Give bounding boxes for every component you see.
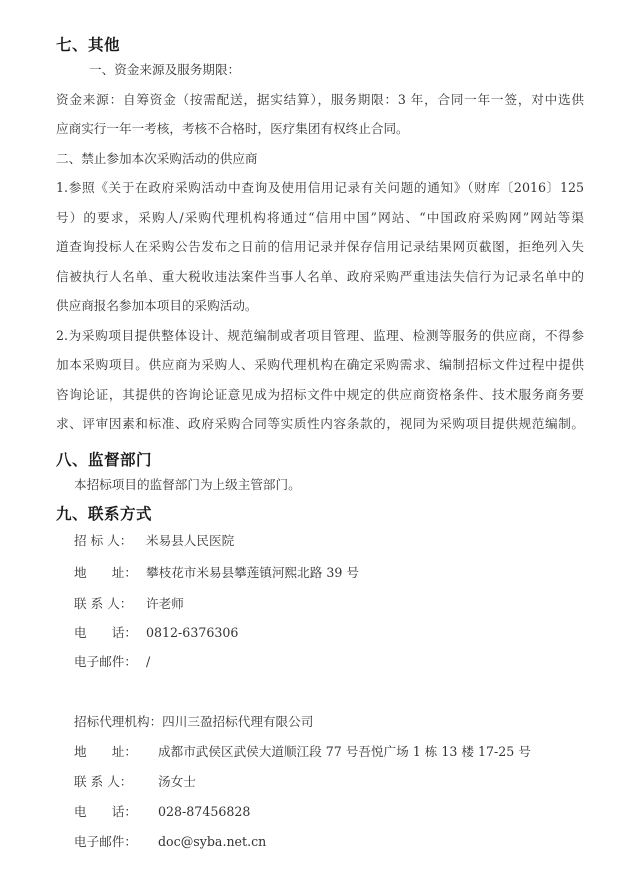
agency-address-label: 地 址： bbox=[74, 744, 137, 759]
buyer-phone-label: 电 话： bbox=[74, 625, 137, 640]
supervision-text: 本招标项目的监督部门为上级主管部门。 bbox=[74, 477, 301, 492]
para-2-line: 加本采购项目。供应商为采购人、采购代理机构在确定采购需求、编制招标文件过程中提供 bbox=[56, 357, 584, 372]
para-2-line: 咨询论证，其提供的咨询论证意见成为招标文件中规定的供应商资格条件、技术服务商务要 bbox=[56, 387, 584, 402]
buyer-contact-row bbox=[74, 596, 184, 612]
buyer-address-label: 地 址： bbox=[74, 565, 137, 580]
item-1-line: 资金来源：自筹资金（按需配送，据实结算），服务期限：3 年，合同一年一签，对中选供 bbox=[56, 92, 584, 107]
buyer-phone-value: 0812-6376306 bbox=[146, 625, 239, 640]
buyer-name-label: 招 标 人： bbox=[74, 533, 133, 548]
agency-email-label: 电子邮件： bbox=[74, 834, 137, 849]
agency-address-row bbox=[74, 744, 531, 760]
item-1-title: 一、资金来源及服务期限： bbox=[89, 62, 241, 77]
para-1-line: 信被执行人名单、重大税收违法案件当事人名单、政府采购严重违法失信行为记录名单中的 bbox=[56, 269, 584, 284]
buyer-contact-value: 许老师 bbox=[146, 596, 184, 611]
agency-email-row bbox=[74, 834, 266, 850]
para-1-line: 道查询投标人在采购公告发布之日前的信用记录并保存信用记录结果网页截图，拒绝列入失 bbox=[56, 239, 584, 254]
agency-name-label: 招标代理机构： bbox=[74, 714, 163, 729]
section-9-heading: 九、联系方式 bbox=[56, 505, 153, 523]
agency-contact-label: 联 系 人： bbox=[74, 774, 133, 789]
buyer-name-row bbox=[74, 533, 234, 549]
buyer-phone-row bbox=[74, 625, 238, 641]
buyer-address-row bbox=[74, 565, 359, 581]
agency-phone-label: 电 话： bbox=[74, 804, 137, 819]
section-7-heading: 七、其他 bbox=[56, 36, 121, 54]
section-8-heading: 八、监督部门 bbox=[56, 451, 153, 469]
agency-contact-row bbox=[74, 774, 196, 790]
para-2-line: 2.为采购项目提供整体设计、规范编制或者项目管理、监理、检测等服务的供应商，不得参 bbox=[56, 328, 584, 343]
agency-address-value: 成都市武侯区武侯大道顺江段 77 号吾悦广场 1 栋 13 楼 17-25 号 bbox=[158, 744, 531, 759]
item-1-line: 应商实行一年一考核，考核不合格时，医疗集团有权终止合同。 bbox=[56, 121, 409, 136]
buyer-email-row bbox=[74, 654, 150, 670]
agency-phone-value: 028-87456828 bbox=[158, 804, 251, 819]
para-1-line: 1.参照《关于在政府采购活动中查询及使用信用记录有关问题的通知》（财库〔2016〕125 bbox=[56, 180, 584, 195]
buyer-name-value: 米易县人民医院 bbox=[146, 533, 235, 548]
buyer-address-value: 攀枝花市米易县攀莲镇河熙北路 39 号 bbox=[146, 565, 359, 580]
agency-name-row bbox=[74, 714, 313, 730]
buyer-email-label: 电子邮件： bbox=[74, 654, 137, 669]
agency-email-value[interactable]: doc@syba.net.cn bbox=[158, 834, 267, 849]
agency-contact-value: 汤女士 bbox=[158, 774, 196, 789]
buyer-contact-label: 联 系 人： bbox=[74, 596, 133, 611]
para-1-line: 号）的要求，采购人/采购代理机构将通过“信用中国”网站、“中国政府采购网”网站等渠 bbox=[56, 210, 584, 225]
agency-name-value: 四川三盈招标代理有限公司 bbox=[162, 714, 314, 729]
agency-phone-row bbox=[74, 804, 250, 820]
para-1-line: 供应商报名参加本项目的采购活动。 bbox=[56, 298, 258, 313]
buyer-email-value: / bbox=[146, 654, 151, 669]
para-2-line: 求、评审因素和标准、政府采购合同等实质性内容条款的，视同为采购项目提供规范编制。 bbox=[56, 416, 584, 431]
item-2-title: 二、禁止参加本次采购活动的供应商 bbox=[56, 151, 258, 166]
